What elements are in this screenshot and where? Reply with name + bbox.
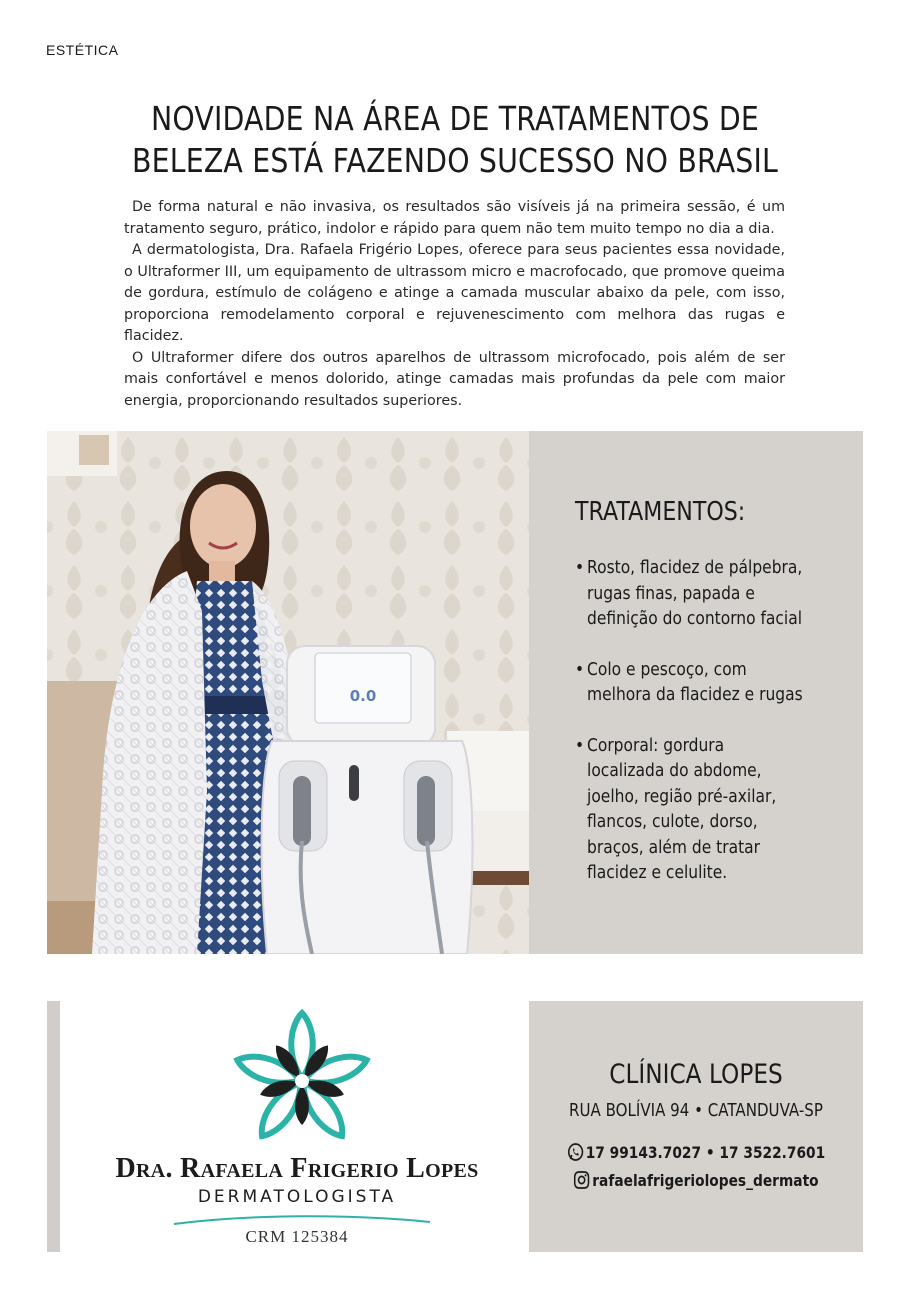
- section-tag: ESTÉTICA: [46, 42, 119, 58]
- doctor-photo: [47, 431, 529, 954]
- treatment-item-face: • Rosto, flacidez de pálpebra, rugas finas, papada e definição do contorno facial: [575, 555, 833, 632]
- clinic-phones-text: 17 99143.7027 • 17 3522.7601: [585, 1143, 826, 1162]
- treatments-panel: [529, 431, 863, 954]
- flower-logo-icon: [222, 1009, 382, 1149]
- doctor-logo-panel: [47, 1001, 529, 1252]
- doctor-name: Dra. Rafaela Frigerio Lopes: [115, 1153, 479, 1184]
- clinic-address: RUA BOLÍVIA 94 • CATANDUVA-SP: [569, 1101, 823, 1121]
- headline-line-1: NOVIDADE NA ÁREA DE TRATAMENTOS DE: [150, 99, 760, 138]
- clinic-instagram-handle: rafaelafrigeriolopes_dermato: [592, 1171, 819, 1190]
- clinic-name: CLÍNICA LOPES: [609, 1059, 783, 1090]
- clinic-phones: [552, 1142, 839, 1162]
- whatsapp-icon: [567, 1142, 584, 1162]
- instagram-icon: [573, 1170, 590, 1190]
- treatment-item-body: • Corporal: gordura localizada do abdome, joelho, região pré-axilar, flancos, culote, dorso, braços, além de tratar flacidez e celulite.: [575, 733, 833, 886]
- doctor-crm: CRM 125384: [245, 1227, 349, 1246]
- doctor-photo-illustration: [47, 431, 529, 954]
- doctor-specialty: DERMATOLOGISTA: [197, 1187, 397, 1207]
- treatments-list: [575, 555, 875, 911]
- treatment-item-neck: • Colo e pescoço, com melhora da flacidez e rugas: [575, 657, 833, 708]
- body-paragraph-1: De forma natural e não invasiva, os resultados são visíveis já na primeira sessão, é um tratamento seguro, prático, indolor e rápido para quem não tem muito tempo no dia a dia.: [124, 199, 785, 237]
- page-headline: [115, 98, 794, 182]
- swoosh-divider: [172, 1214, 432, 1226]
- treatments-title: TRATAMENTOS:: [575, 497, 746, 527]
- clinic-instagram: [552, 1170, 839, 1190]
- body-paragraph-2: A dermatologista, Dra. Rafaela Frigério Lopes, oferece para seus pacientes essa novidade, o Ultraformer III, um equipamento de ultrassom micro e macrofocado, que promove queima de gordura, estímulo de colágeno e atinge a camada muscular abaixo da pele, com isso, proporciona remodelamento corporal e rejuvenescimento com melhora das rugas e flacidez.: [124, 242, 785, 344]
- side-bar: [47, 1001, 60, 1252]
- article-body: [124, 197, 785, 412]
- headline-line-2: BELEZA ESTÁ FAZENDO SUCESSO NO BRASIL: [131, 141, 779, 180]
- clinic-contact-panel: [529, 1001, 863, 1252]
- body-paragraph-3: O Ultraformer difere dos outros aparelhos de ultrassom microfocado, pois além de ser mais confortável e menos dolorido, atinge camadas mais profundas da pele com maior energia, proporcionando resultados superiores.: [124, 349, 785, 409]
- device-screen-reading: 0.0: [349, 687, 377, 705]
